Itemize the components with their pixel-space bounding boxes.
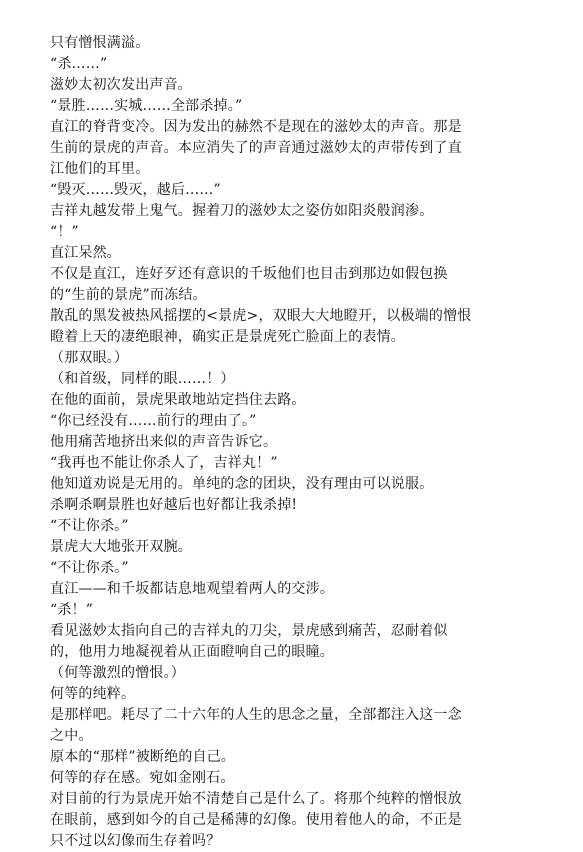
text-line: 何等的存在感。宛如金刚石。	[50, 770, 235, 786]
text-line: 他用痛苦地挤出来似的声音告诉它。	[50, 434, 278, 450]
text-line: “不让你杀。”	[50, 560, 129, 576]
text-line: 散乱的黑发被热风摇摆的<景虎>，双眼大大地瞪开，以极端的憎恨	[50, 308, 472, 324]
text-line: 瞪着上天的凄绝眼神，确实正是景虎死亡脸面上的表情。	[50, 329, 405, 345]
text-line: 不仅是直江，连好歹还有意识的千坂他们也目击到那边如假包换	[50, 266, 448, 282]
text-line: 在眼前，感到如今的自己是稀薄的幻像。使用着他人的命，不正是	[50, 812, 462, 828]
text-line: “杀……”	[50, 56, 108, 72]
text-line: （那双眼。）	[50, 350, 129, 366]
text-line: “不让你杀。”	[50, 518, 129, 534]
text-line: “毁灭……毁灭，越后……”	[50, 182, 221, 198]
text-line: 滋妙太初次发出声音。	[50, 77, 192, 93]
text-line: 之中。	[50, 728, 93, 744]
text-line: “杀！”	[50, 602, 94, 618]
text-line: （何等激烈的憎恨。）	[50, 665, 185, 681]
text-line: 直江的脊背变冷。因为发出的赫然不是现在的滋妙太的声音。那是	[50, 119, 462, 135]
text-line: 只有憎恨满溢。	[50, 35, 150, 51]
text-line: 景虎大大地张开双腕。	[50, 539, 192, 555]
text-line: 何等的纯粹。	[50, 686, 136, 702]
text-line: 的，他用力地凝视着从正面瞪响自己的眼瞳。	[50, 644, 334, 660]
text-line: 生前的景虎的声音。本应消失了的声音通过滋妙太的声带传到了直	[50, 140, 462, 156]
text-line: 是那样吧。耗尽了二十六年的人生的思念之量，全部都注入这一念	[50, 707, 462, 723]
text-line: （和首级，同样的眼……！）	[50, 371, 235, 387]
text-line: “我再也不能让你杀人了，吉祥丸！”	[50, 455, 278, 471]
text-line: 看见滋妙太指向自己的吉祥丸的刀尖，景虎感到痛苦，忍耐着似	[50, 623, 448, 639]
text-line: 直江呆然。	[50, 245, 121, 261]
text-line: “！”	[50, 224, 79, 240]
text-line: “景胜……实城……全部杀掉。”	[50, 98, 243, 114]
text-line: “你已经没有……前行的理由了。”	[50, 413, 257, 429]
text-line: 的“生前的景虎”而冻结。	[50, 287, 207, 303]
text-line: 他知道劝说是无用的。单纯的念的团块，没有理由可以说服。	[50, 476, 434, 492]
text-line: 在他的面前，景虎果敢地站定挡住去路。	[50, 392, 306, 408]
text-line: 原本的“那样”被断绝的自己。	[50, 749, 236, 765]
text-line: 吉祥丸越发带上鬼气。握着刀的滋妙太之姿仿如阳炎般润渗。	[50, 203, 434, 219]
text-line: 杀啊杀啊景胜也好越后也好都让我杀掉!	[50, 497, 298, 513]
document-page	[50, 33, 550, 852]
text-line: 江他们的耳里。	[50, 161, 150, 177]
text-line: 对目前的行为景虎开始不清楚自己是什么了。将那个纯粹的憎恨放	[50, 791, 462, 807]
text-line: 直江——和千坂都诘息地观望着两人的交涉。	[50, 581, 334, 597]
text-line: 只不过以幻像而生存着吗？	[50, 833, 221, 849]
